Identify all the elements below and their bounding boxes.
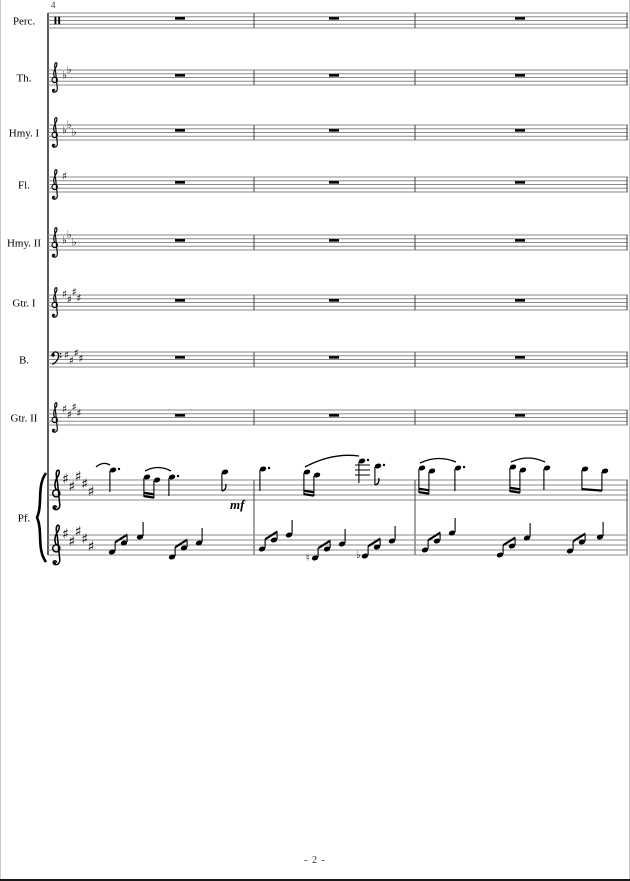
whole-rest: [175, 129, 185, 132]
bass-clef-dot: [60, 356, 62, 358]
page-number: - 2 -: [304, 855, 326, 866]
treble-clef-icon: [52, 63, 57, 93]
sharp-sign-icon: ♯: [87, 538, 95, 555]
sharp-sign-icon: ♯: [81, 476, 88, 493]
augmentation-dot: [463, 466, 465, 468]
augmentation-dot: [177, 475, 179, 477]
flat-sign-icon: ♭: [71, 126, 77, 139]
slur: [145, 468, 171, 472]
whole-rest: [329, 239, 339, 242]
flat-sign-icon: ♭: [71, 236, 77, 249]
whole-rest: [515, 74, 525, 77]
treble-clef-icon: [52, 170, 57, 200]
augmentation-dot: [118, 468, 120, 470]
beam: [582, 488, 602, 492]
whole-rest: [329, 299, 339, 302]
whole-rest: [515, 299, 525, 302]
sharp-sign-icon: ♯: [87, 483, 95, 500]
treble-clef-dot: [52, 315, 54, 317]
flat-sign-icon: ♭: [62, 124, 67, 137]
whole-rest: [329, 181, 339, 184]
beam: [419, 488, 429, 492]
sharp-sign-icon: ♯: [62, 403, 68, 416]
whole-rest: [175, 17, 185, 20]
beam: [304, 493, 314, 497]
beam: [510, 490, 520, 494]
treble-clef-icon: [52, 118, 57, 148]
sharp-sign-icon: ♯: [68, 533, 76, 550]
bass-clef-dot: [60, 353, 62, 355]
treble-clef-dot: [52, 145, 54, 147]
whole-rest: [515, 129, 525, 132]
sharp-sign-icon: ♯: [62, 471, 69, 488]
sharp-sign-icon: ♯: [73, 347, 79, 360]
slur: [305, 455, 359, 467]
slur: [96, 463, 110, 467]
treble-clef-icon: [53, 470, 60, 509]
sharp-sign-icon: ♯: [62, 288, 68, 301]
whole-rest: [175, 299, 185, 302]
sharp-sign-icon: ♯: [62, 170, 68, 183]
augmentation-dot: [367, 459, 369, 461]
whole-rest: [329, 17, 339, 20]
whole-rest: [515, 414, 525, 417]
whole-rest: [515, 356, 525, 359]
sharp-sign-icon: ♯: [76, 407, 82, 420]
whole-rest: [175, 414, 185, 417]
instrument-label-fl: Fl.: [18, 179, 30, 192]
sharp-sign-icon: ♯: [66, 409, 72, 422]
whole-rest: [515, 17, 525, 20]
eighth-flag: [375, 478, 379, 485]
flat-sign-icon: ♭: [356, 550, 361, 561]
bass-clef-icon: [51, 352, 61, 365]
flat-sign-icon: ♭: [66, 118, 72, 131]
natural-sign-icon: ♮: [306, 553, 310, 564]
treble-clef-dot: [52, 430, 54, 432]
whole-rest: [175, 181, 185, 184]
sharp-sign-icon: ♯: [71, 286, 77, 299]
whole-rest: [515, 239, 525, 242]
treble-clef-dot: [52, 255, 54, 257]
instrument-label-hmy1: Hmy. I: [8, 127, 40, 140]
left-page-edge: [0, 0, 1, 881]
treble-clef-dot: [52, 90, 54, 92]
sharp-sign-icon: ♯: [71, 401, 77, 414]
augmentation-dot: [383, 464, 385, 466]
flat-sign-icon: ♭: [66, 63, 72, 76]
sharp-sign-icon: ♯: [81, 531, 88, 548]
sharp-sign-icon: ♯: [68, 354, 74, 367]
treble-clef-dot: [52, 197, 54, 199]
whole-rest: [175, 74, 185, 77]
sharp-sign-icon: ♯: [64, 349, 70, 362]
whole-rest: [329, 356, 339, 359]
treble-clef-icon: [52, 403, 57, 433]
percussion-clef-icon: [55, 17, 57, 25]
whole-rest: [329, 74, 339, 77]
whole-rest: [329, 129, 339, 132]
sharp-sign-icon: ♯: [78, 353, 84, 366]
sharp-sign-icon: ♯: [76, 292, 82, 305]
whole-rest: [175, 239, 185, 242]
augmentation-dot: [268, 467, 270, 469]
sharp-sign-icon: ♯: [62, 526, 69, 543]
treble-clef-dot: [53, 562, 56, 565]
sharp-sign-icon: ♯: [74, 523, 82, 540]
flat-sign-icon: ♭: [66, 228, 72, 241]
beam: [419, 491, 429, 495]
percussion-clef-icon: [58, 17, 60, 25]
instrument-label-gtr1: Gtr. I: [12, 297, 36, 310]
treble-clef-dot: [53, 507, 56, 510]
whole-rest: [515, 181, 525, 184]
dynamic-marking: mf: [230, 497, 245, 512]
instrument-label-gtr2: Gtr. II: [10, 412, 38, 425]
slur: [511, 458, 545, 462]
measure-number: 4: [51, 0, 56, 10]
flat-sign-icon: ♭: [62, 234, 67, 247]
piano-brace: [37, 473, 46, 562]
treble-clef-icon: [53, 525, 60, 564]
bass-clef-curve: [52, 352, 58, 365]
beam: [144, 495, 154, 499]
instrument-label-th: Th.: [16, 72, 32, 85]
instrument-label-pf-upper: Pf.: [17, 512, 31, 525]
instrument-label-perc: Perc.: [12, 15, 36, 28]
whole-rest: [329, 414, 339, 417]
sharp-sign-icon: ♯: [66, 294, 72, 307]
slur: [420, 458, 456, 463]
instrument-label-hmy2: Hmy. II: [6, 237, 42, 250]
instrument-label-b: B.: [18, 354, 30, 367]
flat-sign-icon: ♭: [62, 69, 67, 82]
treble-clef-icon: [52, 288, 57, 318]
whole-rest: [175, 356, 185, 359]
sharp-sign-icon: ♯: [68, 478, 76, 495]
sharp-sign-icon: ♯: [74, 468, 82, 485]
treble-clef-icon: [52, 228, 57, 258]
